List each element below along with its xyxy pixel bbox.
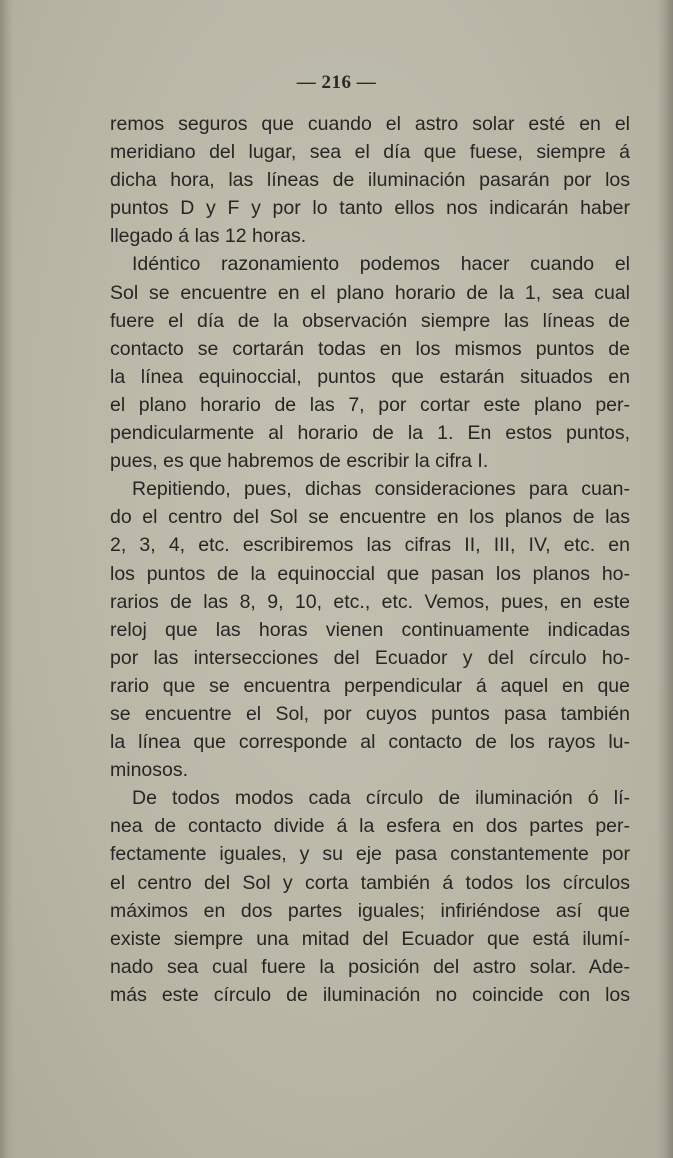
page-right-edge-shadow bbox=[657, 0, 673, 1158]
text-line: reloj que las horas vienen continuamente indicadas bbox=[110, 618, 630, 641]
text-line: nea de contacto divide á la esfera en dos partes per- bbox=[110, 815, 630, 838]
page-number: — 216 — bbox=[296, 72, 377, 93]
text-line: se encuentre el Sol, por cuyos puntos pasa también bbox=[110, 702, 630, 725]
text-line: rarios de las 8, 9, 10, etc., etc. Vemos, pues, en este bbox=[110, 590, 630, 613]
text-line: De todos modos cada círculo de iluminación ó lí- bbox=[132, 787, 630, 810]
text-line: rario que se encuentra perpendicular á aquel en que bbox=[110, 674, 630, 697]
text-line: existe siempre una mitad del Ecuador que está ilumí- bbox=[110, 927, 630, 950]
text-line: Repitiendo, pues, dichas consideraciones para cuan- bbox=[132, 478, 630, 501]
text-line: dicha hora, las líneas de iluminación pasarán por los bbox=[110, 169, 630, 192]
text-line: minosos. bbox=[110, 759, 189, 782]
text-line: nado sea cual fuere la posición del astro solar. Ade- bbox=[110, 955, 630, 978]
text-line: la línea equinoccial, puntos que estarán situados en bbox=[110, 365, 630, 388]
text-line: los puntos de la equinoccial que pasan los planos ho- bbox=[110, 562, 630, 585]
text-line: puntos D y F y por lo tanto ellos nos indicarán haber bbox=[110, 197, 630, 220]
text-line: contacto se cortarán todas en los mismos puntos de bbox=[110, 337, 630, 360]
text-line: fectamente iguales, y su eje pasa constantemente por bbox=[110, 843, 630, 866]
text-line: 2, 3, 4, etc. escribiremos las cifras II, III, IV, etc. en bbox=[110, 534, 630, 557]
text-line: el plano horario de las 7, por cortar este plano per- bbox=[110, 393, 630, 416]
text-line: por las intersecciones del Ecuador y del círculo ho- bbox=[110, 646, 630, 669]
text-line: fuere el día de la observación siempre las líneas de bbox=[110, 309, 630, 332]
text-line: más este círculo de iluminación no coincide con los bbox=[110, 983, 630, 1006]
text-line: remos seguros que cuando el astro solar esté en el bbox=[110, 113, 630, 135]
text-line: Idéntico razonamiento podemos hacer cuando el bbox=[132, 253, 630, 276]
text-line: la línea que corresponde al contacto de los rayos lu- bbox=[110, 731, 630, 754]
text-line: pendicularmente al horario de la 1. En estos puntos, bbox=[110, 422, 630, 445]
body-text bbox=[110, 110, 630, 1009]
text-line: llegado á las 12 horas. bbox=[110, 225, 307, 248]
text-line: el centro del Sol y corta también á todos los círculos bbox=[110, 871, 630, 894]
text-line: Sol se encuentre en el plano horario de la 1, sea cual bbox=[110, 281, 630, 304]
page-left-edge-shadow bbox=[0, 0, 14, 1158]
text-line: pues, es que habremos de escribir la cifra I. bbox=[110, 450, 489, 473]
text-line: do el centro del Sol se encuentre en los planos de las bbox=[110, 506, 630, 529]
text-line: máximos en dos partes iguales; infiriéndose así que bbox=[110, 899, 630, 922]
text-line: meridiano del lugar, sea el día que fuese, siempre á bbox=[110, 141, 630, 164]
